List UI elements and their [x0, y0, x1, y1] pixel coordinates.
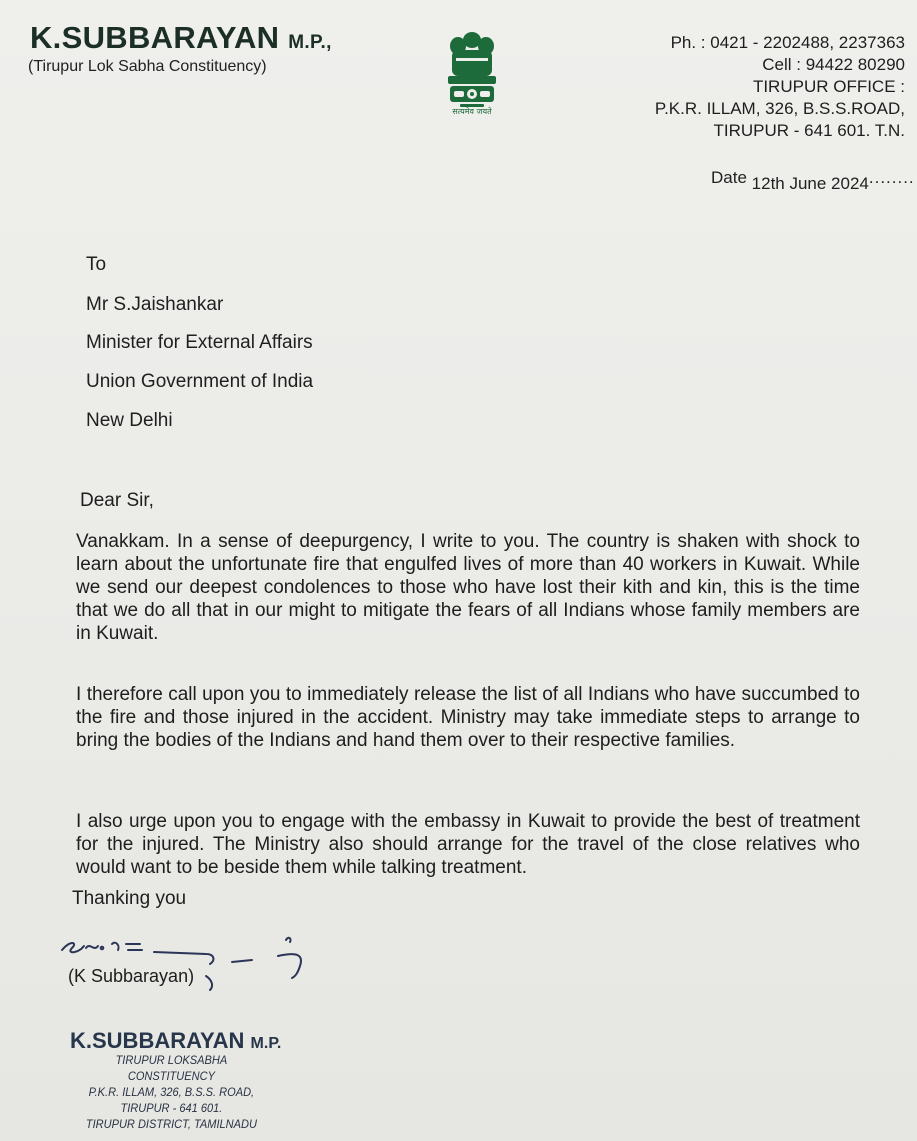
contact-office-label: TIRUPUR OFFICE :: [752, 77, 905, 96]
emblem-caption: सत्यमेव जयते: [452, 107, 492, 116]
recipient-city: New Delhi: [86, 410, 173, 431]
letterhead-name-suffix: M.P.,: [288, 32, 332, 53]
stamp-line-4: TIRUPUR DISTRICT, TAMILNADU: [85, 1117, 257, 1131]
signatory-name: (K Subbarayan): [68, 966, 195, 986]
contact-office-city: TIRUPUR - 641 601. T.N.: [713, 121, 905, 140]
body-paragraph: I therefore call upon you to immediately release the list of all Indians who have succumbed to the fire and those injured in the accident. Ministry may take immediate steps to arrange to bring the bodies of the Indians and hand them over to their respective families.: [76, 684, 860, 751]
stamp-line-2: P.K.R. ILLAM, 326, B.S.S. ROAD,: [88, 1085, 255, 1099]
body-paragraph: Vanakkam. In a sense of deepurgency, I write to you. The country is shaken with shock to learn about the unfortunate fire that engulfed lives of more than 40 workers in Kuwait. While we send our deepest condolences to those who have lost their kith and kin, this is the time that we do all that in our might to mitigate the fears of all Indians whose family members are in Kuwait.: [76, 531, 860, 644]
letterhead-name: [30, 20, 332, 56]
date-value: 12th June 2024: [751, 174, 869, 193]
contact-cell: Cell : 94422 80290: [762, 55, 905, 74]
recipient-to: To: [86, 254, 107, 275]
salutation: Dear Sir,: [80, 490, 154, 511]
stamp-line-3: TIRUPUR - 641 601.: [120, 1101, 223, 1115]
recipient-org: Union Government of India: [86, 371, 314, 392]
stamp-name-text: K.SUBBARAYAN: [70, 1028, 245, 1053]
recipient-name: Mr S.Jaishankar: [86, 294, 224, 315]
recipient-title: Minister for External Affairs: [86, 332, 313, 353]
letterhead-contact: [655, 32, 905, 142]
date-dots: ........: [868, 168, 915, 187]
letterhead-constituency: (Tirupur Lok Sabha Constituency): [28, 58, 267, 75]
stamp-name: [70, 1028, 281, 1054]
date-label: Date: [711, 168, 747, 187]
stamp-line-1: TIRUPUR LOKSABHA CONSTITUENCY: [115, 1053, 228, 1083]
closing: Thanking you: [72, 888, 187, 909]
date-line: [711, 168, 915, 193]
national-emblem-icon: [440, 28, 504, 120]
stamp-name-suffix: M.P.: [250, 1035, 282, 1052]
stamp-address: [84, 1052, 259, 1132]
letterhead-name-text: K.SUBBARAYAN: [30, 20, 280, 55]
body-paragraph: I also urge upon you to engage with the embassy in Kuwait to provide the best of treatment for the injured. The Ministry also should arrange for the travel of the close relatives who would want to be beside them while talking treatment.: [76, 811, 860, 878]
contact-office-address: P.K.R. ILLAM, 326, B.S.S.ROAD,: [654, 99, 905, 118]
contact-phone: Ph. : 0421 - 2202488, 2237363: [670, 33, 905, 52]
